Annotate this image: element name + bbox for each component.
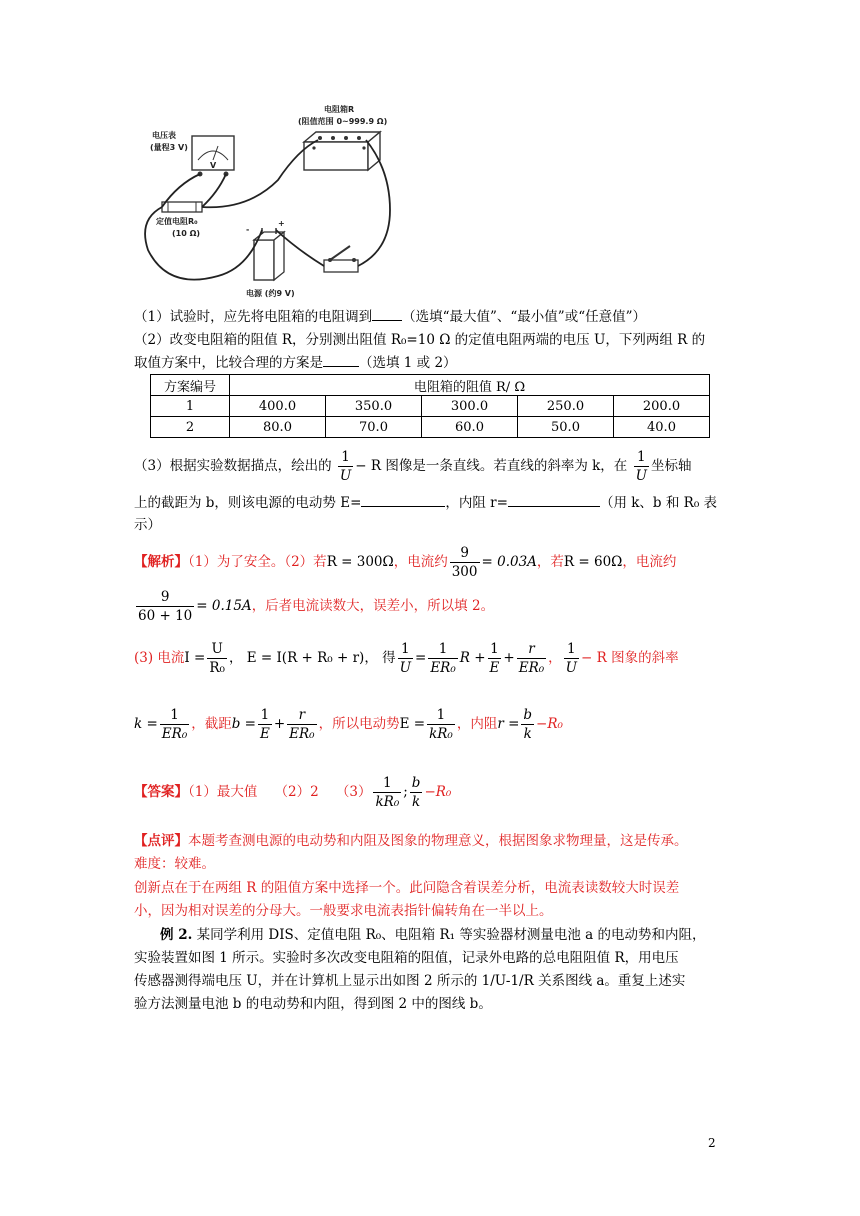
- analysis-fraction: [160, 706, 189, 743]
- example2-line2: 实验装置如图 1 所示。实验时多次改变电阻箱的阻值，记录外电路的总电阻阻值 R，用电压: [134, 950, 679, 966]
- frac-den: ER₀: [161, 726, 188, 742]
- table-header-values: 电阻箱的阻值 R/ Ω: [230, 375, 710, 396]
- answer-fraction: [373, 774, 401, 811]
- analysis-math: = 0.03A: [481, 554, 537, 570]
- q3-part2: − R 图像是一条直线。若直线的斜率为 k，在: [355, 458, 628, 474]
- example2-line1: [160, 924, 705, 946]
- circuit-diagram: [128, 100, 428, 300]
- analysis-text: − R 图象的斜率: [581, 650, 679, 666]
- analysis-line1: [134, 540, 676, 584]
- analysis-fraction: [427, 706, 455, 743]
- analysis-text: ，电流约: [393, 554, 448, 570]
- frac-num: 1: [160, 706, 189, 725]
- page-number: 2: [708, 1136, 716, 1150]
- analysis-fraction: [428, 640, 457, 677]
- comment-tag: 【点评】: [134, 833, 188, 849]
- comment-text: 本题考查测电源的电动势和内阻及图象的物理意义，根据图象求物理量，这是传承。: [188, 833, 688, 849]
- frac-num: 1: [398, 640, 413, 659]
- analysis-tag: 【解析】: [134, 554, 188, 570]
- table-cell: 2: [151, 417, 230, 438]
- answer-3: （3）: [335, 784, 372, 800]
- q3-blank-E: [361, 492, 445, 507]
- table-row: [151, 417, 710, 438]
- analysis-fraction: [521, 706, 534, 743]
- table-header-row: [151, 375, 710, 396]
- analysis-fraction: [564, 640, 579, 677]
- frac-den: ER₀: [289, 726, 315, 742]
- table-cell: 350.0: [326, 396, 422, 417]
- battery-icon: [254, 228, 284, 280]
- analysis-math: b =: [231, 716, 256, 732]
- frac-den: ER₀: [430, 660, 456, 676]
- frac-num: r: [287, 706, 316, 725]
- frac-num: 1: [373, 774, 401, 793]
- analysis-math: =: [415, 650, 427, 666]
- frac-num: 9: [136, 588, 194, 607]
- q3-line2: [134, 492, 717, 514]
- analysis-math: k =: [134, 716, 158, 732]
- analysis-fraction: [287, 706, 316, 743]
- analysis-math: E =: [399, 716, 426, 732]
- frac-den: E: [259, 726, 270, 742]
- analysis-text: （1）为了安全。（2）若: [188, 554, 327, 570]
- frac-den: ER₀: [518, 660, 545, 676]
- table-cell: 80.0: [230, 417, 326, 438]
- frac-num: 1: [564, 640, 579, 659]
- table-cell: 60.0: [422, 417, 518, 438]
- frac-den: U: [399, 660, 412, 676]
- analysis-line3: [134, 636, 679, 680]
- analysis-text: ，电流约: [622, 554, 677, 570]
- q3-part1: （3）根据实验数据描点，绘出的: [134, 458, 332, 474]
- table-header-id: 方案编号: [151, 375, 230, 396]
- frac-den: kR₀: [429, 726, 453, 742]
- q2-line1: （2）改变电阻箱的阻值 R，分别测出阻值 R₀=10 Ω 的定值电阻两端的电压 U，下列两组 R 的: [134, 332, 706, 348]
- analysis-fraction: [398, 640, 413, 677]
- analysis-text: −R₀: [536, 716, 563, 732]
- analysis-fraction: [450, 544, 480, 581]
- resistance-box-icon: [304, 132, 380, 170]
- frac-num: 1: [427, 706, 455, 725]
- frac-den: U: [565, 660, 578, 676]
- q2-blank: [323, 352, 359, 367]
- table-row: [151, 396, 710, 417]
- example2-line3: 传感器测得端电压 U，并在计算机上显示出如图 2 所示的 1/U-1/R 关系图线 a。重复上述实: [134, 973, 686, 989]
- analysis-fraction: [136, 588, 194, 625]
- analysis-math: +: [273, 716, 286, 732]
- comment-line4: 小，因为相对误差的分母大。一般要求电流表指针偏转角在一半以上。: [134, 903, 553, 919]
- analysis-text: (3) 电流: [134, 650, 185, 666]
- switch-icon: [324, 246, 358, 272]
- analysis-text: ，: [548, 650, 562, 666]
- q1-suffix: （选填“最大值”、“最小值”或“任意值”）: [402, 309, 647, 325]
- frac-num: 1: [428, 640, 457, 659]
- answer-sep: ;: [403, 784, 408, 800]
- answer-fraction: [410, 774, 423, 811]
- example2-text: 某同学利用 DIS、定值电阻 R₀、电阻箱 R₁ 等实验器材测量电池 a 的电动势和内阻，: [196, 927, 706, 943]
- frac-den: U: [635, 468, 647, 484]
- frac-num: r: [517, 640, 546, 659]
- frac-num: b: [411, 775, 421, 791]
- q3-line2-b: ，内阻 r=: [445, 495, 508, 511]
- q3-line2-c: （用 k、b 和 R₀ 表: [599, 495, 718, 511]
- q3-fraction-2: [634, 448, 649, 485]
- analysis-math: ， E = I(R + R₀ + r)， 得: [228, 650, 396, 666]
- analysis-math: +: [503, 650, 515, 666]
- table-cell: 50.0: [518, 417, 614, 438]
- resistance-box-label: 电阻箱R: [324, 105, 355, 114]
- comment-line2: 难度：较难。: [134, 856, 215, 872]
- answer-tag: 【答案】: [134, 784, 188, 800]
- analysis-math: I =: [184, 650, 206, 666]
- frac-num: 1: [488, 640, 502, 659]
- comment-line1: [134, 830, 688, 852]
- frac-den: k: [523, 726, 532, 742]
- battery-minus: -: [246, 225, 250, 234]
- analysis-math: R +: [459, 650, 486, 666]
- frac-den: R₀: [209, 660, 225, 676]
- fixed-resistor-label: 定值电阻R₀: [156, 217, 198, 226]
- table-cell: 200.0: [614, 396, 710, 417]
- question-1: [134, 306, 646, 328]
- frac-den: kR₀: [375, 794, 400, 810]
- q3-blank-r: [508, 492, 600, 507]
- frac-den: E: [489, 660, 500, 676]
- analysis-fraction: [258, 706, 272, 743]
- q2-line2: [134, 352, 457, 374]
- q3-part3: 坐标轴: [651, 458, 692, 474]
- analysis-fraction: [488, 640, 502, 677]
- q1-blank: [372, 306, 402, 321]
- q2-line2-suffix: （选填 1 或 2）: [359, 355, 457, 371]
- answer-tail: −R₀: [424, 784, 452, 800]
- frac-num: 1: [258, 706, 272, 725]
- q3-line1: [134, 446, 692, 486]
- table-cell: 300.0: [422, 396, 518, 417]
- fixed-resistor-icon: [162, 202, 202, 212]
- voltmeter-label: 电压表: [152, 131, 176, 140]
- frac-num: U: [207, 640, 227, 659]
- scheme-table: [150, 374, 710, 438]
- answer-line: [134, 770, 451, 814]
- q3-line3: 示）: [134, 517, 161, 533]
- frac-num: b: [523, 707, 533, 723]
- analysis-math: R = 300Ω: [326, 554, 394, 570]
- analysis-fraction: [207, 640, 227, 677]
- example2-label: 例 2.: [160, 927, 193, 943]
- frac-den: U: [339, 468, 352, 484]
- frac-den: 300: [451, 564, 478, 580]
- frac-den: 60 + 10: [138, 608, 193, 624]
- analysis-fraction: [517, 640, 546, 677]
- comment-line3: 创新点在于在两组 R 的阻值方案中选择一个。此问隐含着误差分析，电流表读数较大时误差: [134, 880, 680, 896]
- frac-num: 1: [338, 448, 353, 467]
- analysis-text: ，内阻: [456, 716, 498, 732]
- voltmeter-icon: [192, 136, 234, 177]
- analysis-text: ，若: [536, 554, 564, 570]
- analysis-text: ，所以电动势: [318, 716, 400, 732]
- frac-num: 9: [450, 544, 480, 563]
- analysis-math: r =: [497, 716, 520, 732]
- frac-den: k: [412, 794, 421, 810]
- analysis-text: ，后者电流读数大，误差小，所以填 2。: [251, 598, 495, 614]
- analysis-line2: [134, 584, 494, 628]
- analysis-line4: [134, 702, 563, 746]
- table-cell: 1: [151, 396, 230, 417]
- example2-line4: 验方法测量电池 b 的电动势和内阻，得到图 2 中的图线 b。: [134, 996, 492, 1012]
- analysis-math: = 0.15A: [196, 598, 252, 614]
- voltmeter-symbol: V: [210, 161, 217, 170]
- table-cell: 70.0: [326, 417, 422, 438]
- battery-plus: +: [278, 219, 285, 228]
- analysis-math: R = 60Ω: [563, 554, 623, 570]
- q3-fraction-1: [338, 448, 353, 485]
- analysis-text: ，截距: [191, 716, 232, 732]
- answer-1: （1）最大值: [188, 784, 258, 800]
- table-cell: 40.0: [614, 417, 710, 438]
- resistance-box-range: (阻值范围 0~999.9 Ω): [298, 117, 388, 126]
- q1-prefix: （1）试验时，应先将电阻箱的电阻调到: [134, 309, 373, 325]
- fixed-resistor-value: (10 Ω): [172, 229, 201, 238]
- battery-label: 电源 (约9 V): [246, 289, 295, 298]
- voltmeter-range: (量程3 V): [150, 143, 188, 152]
- q3-line2-a: 上的截距为 b，则该电源的电动势 E=: [134, 495, 362, 511]
- q2-line2-prefix: 取值方案中，比较合理的方案是: [134, 355, 323, 371]
- table-cell: 400.0: [230, 396, 326, 417]
- frac-num: 1: [634, 448, 649, 467]
- answer-2: （2）2: [274, 784, 319, 800]
- table-cell: 250.0: [518, 396, 614, 417]
